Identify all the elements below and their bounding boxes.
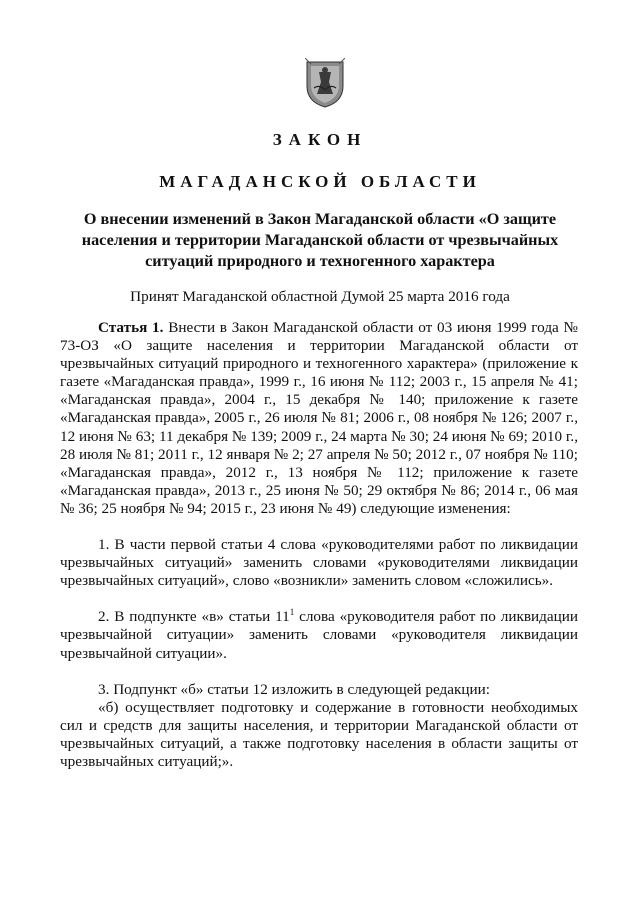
item-2-lead: 2. В подпункте «в» статьи 11 <box>98 608 290 626</box>
article-1-text: Внести в Закон Магаданской области от 03 июня 1999 года № 73-ОЗ «О защите населения и территории Магаданской области от чрезвычайных ситуаций природного и техногенного характера» (приложение к газете «Магаданская правда», 1999 г., 16 июня № 112; 2003 г., 15 апреля № 41; «Магаданская правда», 2004 г., 15 декабря № 140; приложение к газете «Магаданская правда», 2005 г., 26 июля № 81; 2006 г., 08 ноября № 126; 2007 г., 12 июня № 63; 11 декабря № 139; 2009 г., 24 марта № 30; 24 июня № 69; 2010 г., 28 июля № 81; 2011 г., 12 января № 2; 27 апреля № 50; 2012 г., 07 ноября № 110; «Магаданская правда», 2012 г., 13 ноября № 112; приложение к газете «Магаданская правда», 2013 г., 25 июня № 50; 29 октября № 86; 2014 г., 06 мая № 36; 25 ноября № 94; 2015 г., 23 июня № 49) следующие изменения: <box>60 319 579 517</box>
law-body <box>60 319 578 771</box>
item-2-rest: слова «руководителя работ по ликвидации чрезвычайной ситуации» заменить словами «руководителя ликвидации чрезвычайной ситуации». <box>60 608 578 662</box>
region-title: МАГАДАНСКОЙ ОБЛАСТИ <box>159 172 481 191</box>
item-2-paragraph <box>60 608 578 662</box>
article-1-paragraph <box>60 319 578 518</box>
item-3-quote: «б) осуществляет подготовку и содержание в готовности необходимых сил и средств для защиты населения, и территории Магаданской области от чрезвычайных ситуаций, а также подготовку населения в области защиты от чрезвычайных ситуаций;». <box>60 698 578 770</box>
law-heading: О внесении изменений в Закон Магаданской области «О защите населения и территории Магаданской области от чрезвычайных ситуаций природного и техногенного характера <box>81 210 559 270</box>
law-title: ЗАКОН <box>272 130 368 149</box>
item-1-paragraph: 1. В части первой статьи 4 слова «руководителями работ по ликвидации чрезвычайных ситуаций» заменить словами «руководителями ликвидации чрезвычайных ситуаций», слово «возникли» заменить словом «сложились». <box>60 536 578 590</box>
item-2-superscript: 1 <box>289 607 295 618</box>
article-1-label: Статья 1. <box>98 319 164 336</box>
item-3-paragraph: 3. Подпункт «б» статьи 12 изложить в следующей редакции: <box>98 680 490 698</box>
magadan-coat-of-arms-icon <box>305 58 345 108</box>
adoption-line: Принят Магаданской областной Думой 25 марта 2016 года <box>130 288 510 305</box>
